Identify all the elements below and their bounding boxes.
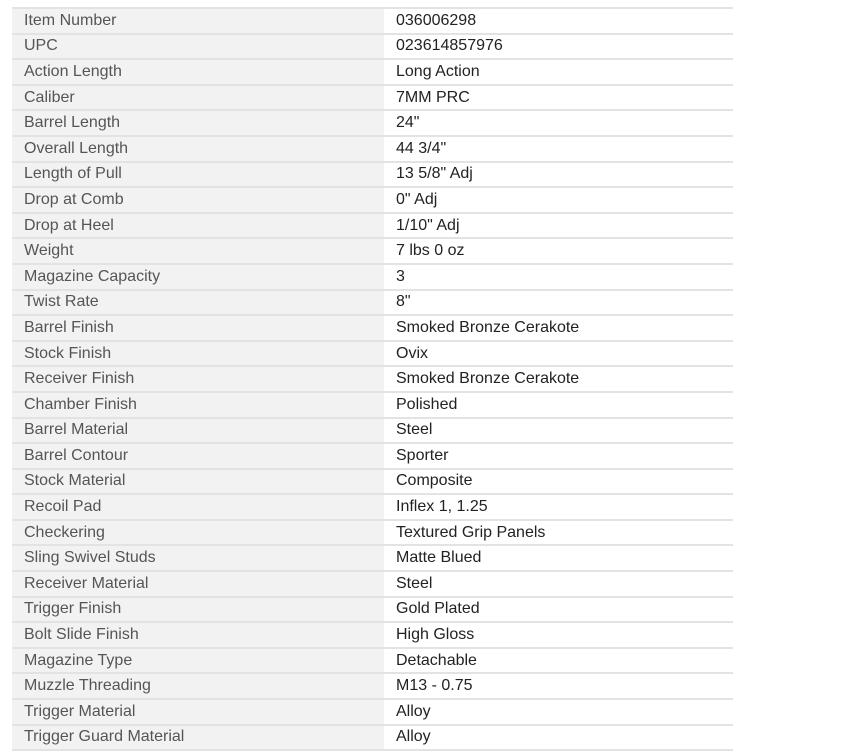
spec-value: 8" [384, 290, 733, 316]
spec-row [12, 622, 733, 648]
spec-label: Barrel Material [12, 418, 384, 444]
spec-label: Bolt Slide Finish [12, 622, 384, 648]
spec-value: 023614857976 [384, 34, 733, 60]
spec-label: Chamber Finish [12, 392, 384, 418]
specifications-table-body [12, 8, 733, 750]
spec-label: Magazine Capacity [12, 264, 384, 290]
spec-label: Barrel Length [12, 110, 384, 136]
spec-row [12, 8, 733, 34]
spec-value: 44 3/4" [384, 136, 733, 162]
spec-label: Receiver Material [12, 571, 384, 597]
spec-label: Sling Swivel Studs [12, 545, 384, 571]
spec-row [12, 545, 733, 571]
spec-row [12, 571, 733, 597]
spec-value: 7 lbs 0 oz [384, 238, 733, 264]
spec-row [12, 725, 733, 751]
spec-value: Sporter [384, 443, 733, 469]
spec-row [12, 264, 733, 290]
spec-value: Composite [384, 469, 733, 495]
spec-label: Trigger Finish [12, 597, 384, 623]
spec-row [12, 213, 733, 239]
spec-label: Twist Rate [12, 290, 384, 316]
spec-value: 13 5/8" Adj [384, 162, 733, 188]
spec-value: Steel [384, 418, 733, 444]
spec-label: Length of Pull [12, 162, 384, 188]
spec-value: Alloy [384, 725, 733, 751]
spec-value: Steel [384, 571, 733, 597]
spec-row [12, 520, 733, 546]
spec-value: Long Action [384, 59, 733, 85]
spec-value: 3 [384, 264, 733, 290]
spec-label: Overall Length [12, 136, 384, 162]
spec-row [12, 366, 733, 392]
spec-value: Ovix [384, 341, 733, 367]
spec-row [12, 136, 733, 162]
spec-label: Stock Finish [12, 341, 384, 367]
spec-label: Magazine Type [12, 648, 384, 674]
spec-value: Gold Plated [384, 597, 733, 623]
spec-row [12, 392, 733, 418]
spec-value: Matte Blued [384, 545, 733, 571]
spec-row [12, 648, 733, 674]
spec-value: M13 - 0.75 [384, 673, 733, 699]
spec-row [12, 443, 733, 469]
spec-label: Barrel Finish [12, 315, 384, 341]
spec-value: Inflex 1, 1.25 [384, 494, 733, 520]
spec-value: 1/10" Adj [384, 213, 733, 239]
spec-value: Smoked Bronze Cerakote [384, 366, 733, 392]
spec-row [12, 673, 733, 699]
spec-value: 7MM PRC [384, 85, 733, 111]
spec-row [12, 469, 733, 495]
spec-value: Polished [384, 392, 733, 418]
spec-value: Textured Grip Panels [384, 520, 733, 546]
spec-value: Smoked Bronze Cerakote [384, 315, 733, 341]
spec-row [12, 699, 733, 725]
spec-label: Barrel Contour [12, 443, 384, 469]
spec-label: Item Number [12, 8, 384, 34]
spec-row [12, 187, 733, 213]
spec-label: Action Length [12, 59, 384, 85]
spec-label: Stock Material [12, 469, 384, 495]
spec-row [12, 59, 733, 85]
spec-value: Detachable [384, 648, 733, 674]
spec-label: Trigger Guard Material [12, 725, 384, 751]
spec-row [12, 494, 733, 520]
spec-label: Weight [12, 238, 384, 264]
spec-label: Trigger Material [12, 699, 384, 725]
spec-label: Checkering [12, 520, 384, 546]
spec-row [12, 597, 733, 623]
spec-row [12, 418, 733, 444]
spec-row [12, 110, 733, 136]
spec-label: Drop at Comb [12, 187, 384, 213]
spec-value: 24" [384, 110, 733, 136]
spec-label: Receiver Finish [12, 366, 384, 392]
specifications-table [12, 7, 733, 751]
spec-label: Muzzle Threading [12, 673, 384, 699]
spec-row [12, 34, 733, 60]
spec-row [12, 341, 733, 367]
spec-label: UPC [12, 34, 384, 60]
spec-label: Recoil Pad [12, 494, 384, 520]
spec-label: Caliber [12, 85, 384, 111]
spec-row [12, 290, 733, 316]
spec-label: Drop at Heel [12, 213, 384, 239]
spec-row [12, 162, 733, 188]
spec-row [12, 238, 733, 264]
spec-row [12, 85, 733, 111]
spec-row [12, 315, 733, 341]
spec-value: 0" Adj [384, 187, 733, 213]
spec-value: 036006298 [384, 8, 733, 34]
spec-value: Alloy [384, 699, 733, 725]
spec-value: High Gloss [384, 622, 733, 648]
